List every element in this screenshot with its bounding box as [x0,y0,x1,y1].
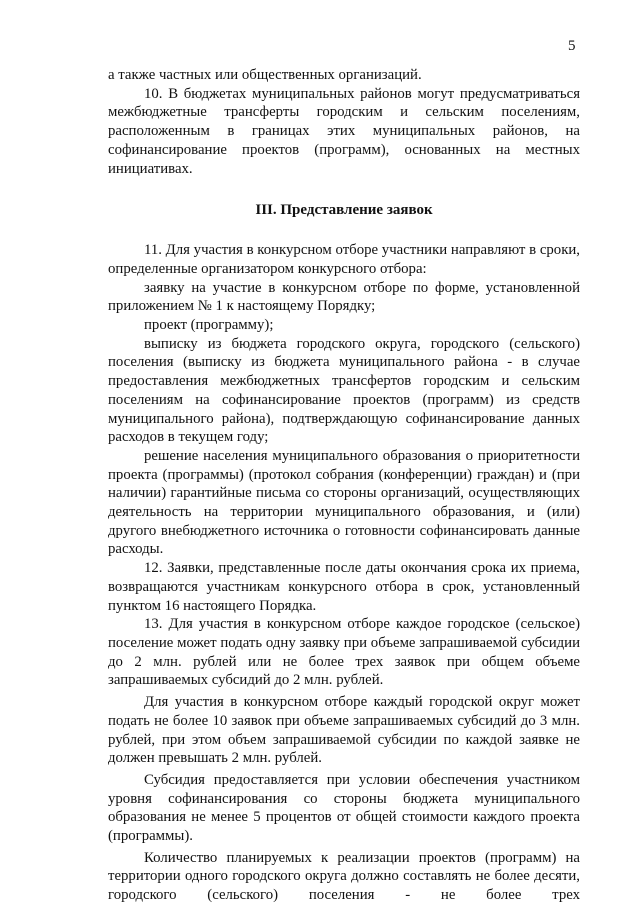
paragraph-item-13: 13. Для участия в конкурсном отборе каждое городское (сельское) поселение может подать одну заявку при объеме запрашиваемой субсидии до 2 млн. рублей или не более трех заявок при общем объеме запрашиваемых субсидий до 2 млн. рублей. [108,616,580,689]
page-number: 5 [568,38,576,54]
paragraph-project: проект (программу); [144,317,274,334]
paragraph-population-decision: решение населения муниципального образования о приоритетности проекта (программы) (протокол собрания (конференции) граждан) и (при наличии) гарантийные письма со стороны организаций, осуществляющих деятельность на территории муниципального образования, и (или) другого внебюджетного источника о готовности софинансировать данные расходы. [108,447,580,558]
section-heading: III. Представление заявок [255,202,433,219]
paragraph-subsidy-condition: Субсидия предоставляется при условии обеспечения участником уровня софинансирования со стороны бюджета муниципального образования не менее 5 процентов от общей стоимости каждого проекта (программы). [108,771,580,845]
paragraph-item-11: 11. Для участия в конкурсном отборе участники направляют в сроки, определенные организатором конкурсного отбора: [108,242,580,277]
paragraph-budget-extract: выписку из бюджета городского округа, городского (сельского) поселения (выписку из бюджета муниципального района - в случае предоставления межбюджетных трансфертов городским и сельским поселениям на софинансирование проектов (программ) из средств муниципального района), подтверждающую софинансирование данных расходов в текущем году; [108,335,580,446]
paragraph-item-12: 12. Заявки, представленные после даты окончания срока их приема, возвращаются участникам конкурсного отбора в срок, установленный пунктом 16 настоящего Порядка. [108,560,580,614]
document-body [108,66,580,905]
paragraph-continuation: а также частных или общественных организаций. [108,67,422,83]
paragraph-city-district: Для участия в конкурсном отборе каждый городской округ может подать не более 10 заявок при объеме запрашиваемых субсидий до 3 млн. рублей, при этом объем запрашиваемой субсидии по каждой заявке не должен превышать 2 млн. рублей. [108,694,580,767]
paragraph-project-count: Количество планируемых к реализации проектов (программ) на территории одного городского округа должно составлять не более десяти, городского (сельского) поселения - не более трех [108,849,580,904]
paragraph-application: заявку на участие в конкурсном отборе по форме, установленной приложением № 1 к настоящему Порядку; [108,279,580,315]
paragraph-item-10: 10. В бюджетах муниципальных районов могут предусматриваться межбюджетные трансферты городским и сельским поселениям, расположенным в границах этих муниципальных районов, на софинансирование проектов (программ), основанных на местных инициативах. [108,85,580,177]
